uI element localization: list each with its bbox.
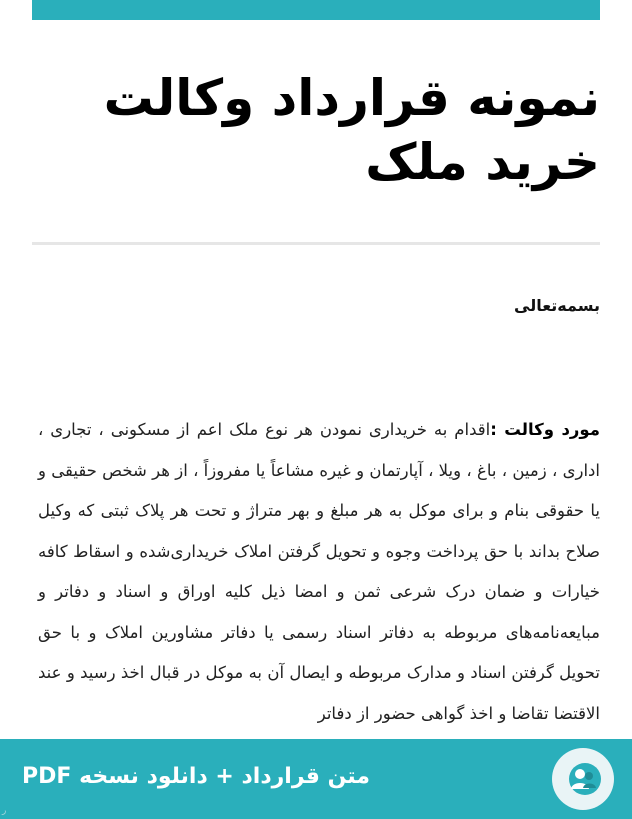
clause-text: اقدام به خریداری نمودن هر نوع ملک اعم از مسکونی ، تجاری ، اداری ، زمین ، باغ ، ویلا ، آپارتمان و غیره مشاعاً یا مفروزاً ، از هر شخص حقیقی و یا حقوقی بنام و برای موکل به هر مبلغ و بهر متراژ و تحت هر پلاک ثبتی که وکیل صلاح بداند با حق پرداخت وجوه و تحویل گرفتن املاک خریداری‌شده و اسقاط کافه خیارات و ضمان درک شرعی ثمن و امضا ذیل کلیه اوراق و اسناد و دفاتر و مبایعه‌نامه‌های مربوطه به دفاتر اسناد رسمی یا دفاتر مشاورین املاک و با حق تحویل گرفتن اسناد و مدارک مربوطه و ایصال آن به موکل در قبال اخذ رسید و عند الاقتضا تقاضا و اخذ گواهی حضور از دفاتر: [38, 420, 600, 723]
download-pdf-banner[interactable]: [0, 739, 632, 819]
corner-mark: ر: [2, 806, 7, 816]
clause-label: مورد وکالت :: [490, 420, 600, 439]
contract-clause: [38, 410, 600, 734]
download-pdf-label[interactable]: متن قرارداد + دانلود نسخه PDF: [22, 764, 370, 789]
title-line-1: نمونه قرارداد وکالت: [103, 69, 600, 127]
top-accent-bar: [32, 0, 600, 20]
title-divider: [32, 242, 600, 245]
basmala-heading: بسمه‌تعالی: [514, 296, 600, 315]
people-chat-icon[interactable]: [552, 748, 614, 810]
title-line-2: خرید ملک: [365, 133, 600, 191]
page-title: [32, 66, 600, 194]
